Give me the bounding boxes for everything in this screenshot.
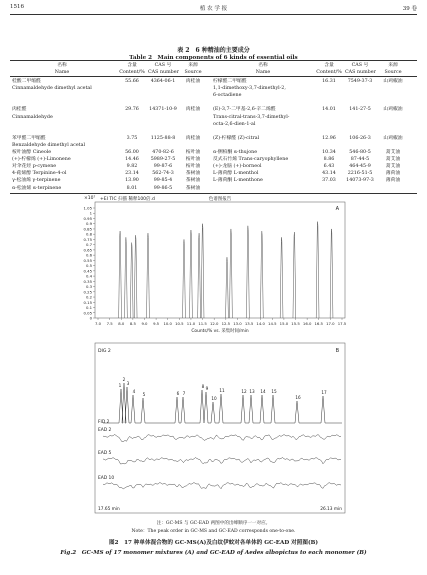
left-table-cell: 9.82: [126, 164, 138, 170]
right-table-cell: 464-45-9: [349, 164, 371, 170]
left-table-cell: 99-85-4: [153, 178, 173, 184]
x-tick-label: 8.5: [129, 321, 136, 326]
left-table-cell: 470-82-6: [152, 150, 174, 155]
table-header-cell: CAS 号: [154, 63, 172, 68]
right-table-cell: 10.34: [322, 150, 336, 155]
table-header-cell: Name: [255, 69, 271, 75]
peak-label: 9: [205, 386, 209, 391]
gcms-peak: [119, 231, 122, 318]
right-table-cell: 141-27-5: [349, 107, 371, 113]
left-table-cell: 桉叶油醇 Cineole: [12, 150, 52, 155]
right-table-cell: 6.43: [323, 164, 335, 170]
y-tick-label: 0: [89, 315, 92, 321]
right-table-cell: 87-44-5: [350, 157, 370, 163]
left-table-cell: 3.75: [126, 135, 138, 141]
gcms-peak: [198, 233, 201, 318]
peak-label: 7: [182, 391, 186, 396]
right-table-cell: 43.14: [322, 171, 336, 177]
page-number: 1516: [10, 4, 24, 10]
y-tick-label: 0.15: [83, 299, 92, 305]
peak-label: 4: [132, 389, 136, 394]
gcms-peak: [330, 229, 333, 318]
table-header-cell: 含量: [127, 63, 137, 68]
x-tick-label: 12.5: [221, 321, 231, 326]
y-tick-label: 0.8: [85, 231, 92, 237]
left-table-cell: Benzaldehyde dimethyl acetal: [12, 142, 86, 148]
x-tick-label: 15.0: [279, 321, 289, 326]
y-tick-label: 0.45: [83, 268, 92, 274]
panel-b-label: B: [335, 348, 339, 354]
x-tick-label: 13.0: [233, 321, 242, 326]
y-tick-label: 0.2: [85, 294, 92, 300]
x-tick-label: 9.5: [153, 321, 160, 326]
y-tick-label: 0.55: [83, 257, 92, 263]
left-table-cell: Cinnamaldehyde: [12, 114, 53, 120]
panel-a-frame: [95, 202, 345, 318]
right-table-cell: α-侧柏酮 α-thujone: [213, 150, 258, 155]
peak-label: 8: [201, 384, 205, 389]
peak-label: 1: [118, 383, 122, 388]
peak-label: 5: [142, 392, 146, 397]
left-table-cell: 8.01: [126, 185, 138, 191]
ead-label: EAD 5: [98, 451, 112, 456]
table-header-cell: 名称: [57, 63, 67, 68]
time-start-label: 17.65 min: [98, 507, 120, 512]
left-table-cell: 肉桂醛: [12, 107, 27, 113]
right-table-cell: 蒿艾油: [385, 164, 401, 170]
table-title-cn: 表 2 6 种精油的主要成分: [177, 47, 250, 54]
journal-name: 植 农 学 报: [199, 6, 228, 12]
left-table-cell: 55.66: [125, 79, 139, 84]
right-table-cell: 1,1-dimethoxy-3,7-dimethyl-2,: [213, 86, 286, 92]
x-tick-label: 16.5: [314, 321, 323, 326]
left-table-cell: 桉叶油: [185, 150, 201, 155]
table-header-cell: 含量: [324, 63, 334, 68]
ead-trace: [103, 483, 341, 490]
right-table-cell: (Z)-柠檬醛 (Z)-citral: [213, 135, 260, 141]
left-table-cell: 对伞花烃 p-cymene: [12, 164, 57, 170]
table-header-cell: 来源: [388, 63, 398, 68]
right-table-cell: 蒿艾油: [385, 157, 401, 163]
y-tick-label: 0.95: [83, 215, 92, 221]
table-header-cell: 名称: [258, 63, 268, 68]
left-table-cell: 99-87-6: [153, 164, 173, 170]
gcms-peak: [230, 229, 233, 318]
x-tick-label: 15.5: [291, 321, 300, 326]
peak-label: 11: [219, 388, 225, 393]
right-table-cell: 37.03: [322, 178, 336, 184]
left-table-cell: 肉桂油: [185, 135, 201, 141]
gcms-peak: [316, 222, 319, 318]
y-tick-label: 0.9: [85, 221, 92, 227]
y-tick-label: 0.75: [83, 236, 92, 242]
peak-label: 17: [321, 390, 327, 395]
x-tick-label: 7.0: [94, 321, 102, 326]
y-tick-label: 0.25: [83, 289, 92, 295]
gcms-peak: [260, 231, 263, 318]
ead-trace: [103, 435, 341, 442]
left-table-cell: 肉桂油: [185, 107, 201, 113]
right-table-cell: octa-2,6-dien-1-al: [213, 121, 256, 127]
x-tick-label: 9.0: [141, 321, 148, 326]
left-table-cell: 23.14: [125, 171, 139, 177]
right-table-cell: 薄荷油: [385, 178, 401, 184]
left-table-cell: 4-萜烯醇 Terpinine-4-ol: [12, 171, 67, 177]
x-tick-label: 12.0: [209, 321, 219, 326]
y-tick-label: 0.35: [83, 278, 92, 284]
y-tick-label: 0.3: [85, 284, 92, 290]
left-table-cell: 14371-10-9: [149, 107, 177, 113]
fid-trace-label: FID 2: [98, 420, 110, 425]
y-exponent-label: ×10⁷: [84, 196, 96, 201]
left-table-cell: 肉桂油: [185, 79, 201, 84]
right-table-cell: 106-26-3: [349, 135, 371, 141]
volume-label: 39 卷: [402, 6, 417, 12]
left-table-cell: 桂酸二甲缩醛: [12, 79, 41, 84]
right-table-cell: L-薄荷醇 L-menthol: [213, 171, 259, 177]
gcms-peak: [124, 237, 127, 318]
peak-label: 10: [211, 396, 217, 401]
ead-trace: [103, 458, 341, 464]
x-tick-label: 16.0: [302, 321, 312, 326]
y-tick-label: 0.65: [83, 247, 92, 253]
right-table-cell: 山鸡椒油: [383, 107, 403, 113]
right-table-cell: 14073-97-3: [346, 178, 374, 184]
right-table-cell: Trans-citral-trans-3,7-dimethyl-: [213, 114, 290, 120]
figure-caption-en: Fig.2 GC-MS of 17 monomer mixtures (A) and GC-EAD of Aedes albopictus to each monomer (B): [60, 550, 367, 556]
table-header-cell: Name: [54, 69, 70, 75]
gcms-peak: [246, 226, 249, 318]
right-table-cell: 薄荷油: [385, 171, 401, 177]
peak-label: 2: [122, 377, 126, 382]
gcms-peak: [130, 243, 133, 318]
left-table-cell: 29.76: [125, 107, 139, 113]
x-tick-label: 11.5: [198, 321, 207, 326]
table-header-cell: Source: [384, 69, 402, 75]
x-tick-label: 13.5: [244, 321, 254, 326]
right-table-cell: 2216-51-5: [347, 171, 373, 177]
right-table-cell: (E)-3,7-二甲基-2,6-辛二烯醛: [213, 107, 276, 113]
gcms-peak: [293, 232, 296, 318]
panel-a-report-label: 色谱图报告: [208, 197, 232, 202]
gcms-peak: [280, 237, 283, 318]
left-table-cell: 562-74-3: [152, 171, 174, 177]
left-table-cell: 14.46: [125, 157, 139, 163]
panel-a-label: A: [335, 206, 339, 212]
ead-label: EAD 10: [98, 476, 115, 481]
left-table-cell: 56.00: [125, 150, 139, 155]
left-table-cell: 桉叶油: [185, 157, 201, 163]
left-table-cell: 苯甲醛二甲缩醛: [12, 135, 46, 141]
left-table-cell: 茶树油: [185, 171, 201, 177]
right-table-cell: 山鸡椒油: [383, 79, 403, 84]
right-table-cell: 柠檬醛二甲缩醛: [213, 79, 247, 84]
peak-label: 15: [271, 389, 277, 394]
figure-note-en: Note：The peak order in GC-MS and GC-EAD corresponds one-to-one.: [131, 529, 296, 534]
right-table-cell: 16.31: [322, 79, 336, 84]
left-table-cell: (+)-柠檬烯 (+)-Limonene: [12, 157, 71, 163]
y-tick-label: 0.85: [83, 226, 92, 232]
table-header-cell: 来源: [188, 63, 198, 68]
left-table-cell: α-松油烯 α-terpinene: [12, 185, 62, 191]
gcms-peak: [134, 235, 137, 318]
table-header-cell: Content/%: [119, 69, 145, 75]
left-table-cell: 4364-06-1: [150, 79, 176, 84]
y-tick-label: 1.05: [83, 205, 92, 211]
table-header-cell: CAS number: [148, 69, 179, 75]
left-table-cell: 茶树油: [185, 178, 201, 184]
right-table-cell: 反式石竹烯 Trans-caryophyllene: [213, 157, 289, 163]
left-table-cell: γ-松油烯 γ-terpinene: [12, 178, 61, 184]
left-table-cell: 13.90: [125, 178, 139, 184]
left-table-cell: 茶树油: [185, 185, 201, 191]
x-tick-label: 11.0: [186, 321, 196, 326]
gcms-peak: [147, 233, 150, 318]
right-table-cell: 6-octadiene: [213, 93, 242, 99]
right-table-cell: (+)-龙脑 (+)-borneol: [213, 164, 262, 170]
table-header-cell: Source: [184, 69, 202, 75]
x-tick-label: 8.0: [118, 321, 125, 326]
left-table-cell: 5989-27-5: [150, 157, 176, 163]
peak-label: 12: [241, 389, 247, 394]
x-tick-label: 17.5: [337, 321, 347, 326]
y-tick-label: 1: [89, 210, 92, 216]
ead-label: EAD 2: [98, 428, 112, 433]
gcms-peak: [190, 230, 193, 318]
table-header-cell: CAS number: [345, 69, 376, 75]
x-tick-label: 10.5: [175, 321, 184, 326]
gcms-peak: [226, 257, 229, 318]
left-table-cell: Cinnamaldehyde dimethyl acetal: [12, 86, 92, 92]
table-title-en: Table 2 Main components of 6 kinds of essential oils: [129, 55, 298, 61]
peak-label: 6: [176, 391, 180, 396]
figure-caption-cn: 图2 17 种单体混合物的 GC-MS(A)及白纹伊蚊对各单体的 GC-EAD 对照图(B): [109, 540, 318, 546]
right-table-cell: 蒿艾油: [385, 150, 401, 155]
x-axis-label: Counts/% vs. 采集时间/min: [191, 329, 249, 334]
y-tick-label: 0.7: [85, 242, 92, 248]
y-tick-label: 0.05: [83, 310, 92, 316]
right-table-cell: 山鸡椒油: [383, 135, 403, 141]
y-tick-label: 0.6: [85, 252, 92, 258]
right-table-cell: L-薄荷酮 L-menthone: [213, 178, 263, 184]
x-tick-label: 17.0: [326, 321, 335, 326]
right-table-cell: 546-80-5: [349, 150, 371, 155]
left-table-cell: 桉叶油: [185, 164, 201, 170]
right-table-cell: 8.86: [323, 157, 335, 163]
dig-2-label: DIG 2: [98, 349, 111, 354]
left-table-cell: 1125-88-8: [150, 135, 176, 141]
table-header-cell: CAS 号: [351, 63, 369, 68]
gcms-peak: [201, 224, 204, 318]
x-tick-label: 10.0: [163, 321, 172, 326]
x-tick-label: 14.5: [268, 321, 277, 326]
peak-label: 13: [249, 389, 255, 394]
y-tick-label: 0.5: [85, 263, 92, 269]
right-table-cell: 14.01: [322, 107, 336, 113]
gcms-peak: [183, 239, 186, 318]
x-tick-label: 7.5: [106, 321, 113, 326]
right-table-cell: 12.96: [322, 135, 336, 141]
peak-label: 3: [126, 381, 130, 386]
y-tick-label: 0.1: [85, 305, 92, 311]
panel-a-title: +EI TIC 扫描 稀释100倍.d: [100, 197, 155, 202]
left-table-cell: 99-86-5: [153, 185, 173, 191]
x-tick-label: 14.0: [256, 321, 265, 326]
y-tick-label: 0.4: [85, 273, 92, 279]
peak-label: 16: [295, 395, 301, 400]
time-end-label: 26.13 min: [320, 507, 342, 512]
right-table-cell: 7549-37-3: [347, 79, 373, 84]
figure-note-cn: 注：GC-MS 与 GC-EAD 两图中的出峰顺序一一对应。: [156, 521, 271, 526]
table-header-cell: Content/%: [316, 69, 342, 75]
peak-label: 14: [260, 389, 266, 394]
